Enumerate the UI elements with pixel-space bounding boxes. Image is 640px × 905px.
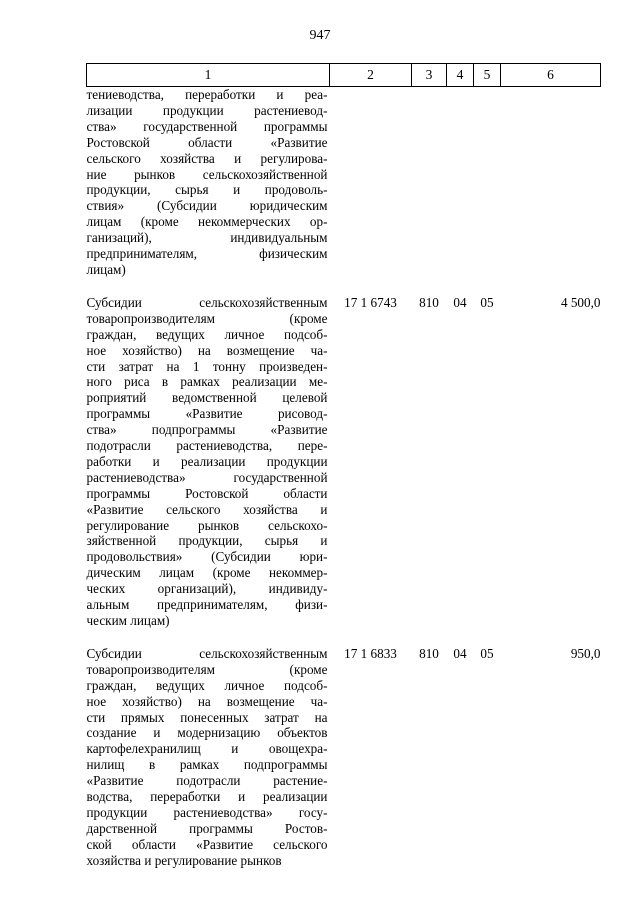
description-line: продукции, сырья и продоволь- [86, 182, 328, 198]
description-line: лизации продукции растениевод- [86, 102, 328, 118]
row-section: 04 [453, 645, 467, 661]
description-line: подотрасли растениеводства, пере- [86, 438, 328, 454]
description-line: Субсидии сельскохозяйственным [86, 645, 328, 661]
row-amount [501, 87, 601, 278]
description-line: ное хозяйство) на возмещение ча- [86, 342, 328, 358]
description-line: ганизаций), индивидуальным [86, 230, 328, 246]
description-line: создание и модернизацию объектов [86, 725, 328, 741]
row-description [87, 278, 330, 629]
description-line: водства, переработки и реализации [86, 789, 328, 805]
description-line: нилищ в рамках подпрограммы [86, 757, 328, 773]
header-col-6: 6 [501, 64, 601, 87]
description-line: товаропроизводителям (кроме [86, 661, 328, 677]
description-line: ного риса в рамках реализации ме- [86, 374, 328, 390]
row-section [447, 87, 474, 278]
header-col-1: 1 [87, 64, 330, 87]
row-description [87, 629, 330, 869]
row-subsection: 05 [480, 645, 494, 661]
description-line: роприятий ведомственной целевой [86, 390, 328, 406]
row-target-code [330, 87, 412, 278]
description-line: товаропроизводителям (кроме [86, 310, 328, 326]
description-line: сельского хозяйства и регулирова- [86, 150, 328, 166]
description-line: работки и реализации продукции [86, 453, 328, 469]
description-line: лицам) [86, 261, 126, 277]
description-line: ства» подпрограммы «Развитие [86, 422, 328, 438]
description-line: программы Ростовской области [86, 485, 328, 501]
table-row [87, 87, 601, 278]
description-line: растениеводства» государственной [86, 469, 328, 485]
table-row [87, 278, 601, 629]
description-line: «Развитие сельского хозяйства и [86, 501, 328, 517]
description-line: сти прямых понесенных затрат на [86, 709, 328, 725]
row-expense-type: 810 [419, 294, 439, 310]
description-line: ное хозяйство) на возмещение ча- [86, 693, 328, 709]
row-expense-type: 810 [419, 645, 439, 661]
row-expense-type [412, 87, 447, 278]
header-col-4: 4 [447, 64, 474, 87]
header-col-3: 3 [412, 64, 447, 87]
description-line: сти затрат на 1 тонну произведен- [86, 358, 328, 374]
description-line: ствия» (Субсидии юридическим [86, 198, 328, 214]
description-line: ние рынков сельскохозяйственной [86, 166, 328, 182]
description-line: продовольствия» (Субсидии юри- [86, 549, 328, 565]
description-line: ства» государственной программы [86, 118, 328, 134]
description-line: граждан, ведущих личное подсоб- [86, 326, 328, 342]
table-header-row [87, 64, 601, 87]
description-line: картофелехранилищ и овощехра- [86, 741, 328, 757]
description-line: тениеводства, переработки и реа- [86, 87, 328, 102]
description-line: Субсидии сельскохозяйственным [86, 294, 328, 310]
description-line: Ростовской области «Развитие [86, 134, 328, 150]
description-line: альным предпринимателям, физи- [86, 597, 328, 613]
page-number: 947 [309, 28, 331, 43]
row-amount: 950,0 [570, 645, 601, 661]
row-subsection [474, 87, 501, 278]
description-line: предпринимателям, физическим [86, 246, 328, 262]
description-line: граждан, ведущих личное подсоб- [86, 677, 328, 693]
description-line: дарственной программы Ростов- [86, 820, 328, 836]
row-section: 04 [453, 294, 467, 310]
description-line: зяйственной продукции, сырья и [86, 533, 328, 549]
header-col-5: 5 [474, 64, 501, 87]
row-target-code: 17 1 6833 [344, 645, 397, 661]
description-line: «Развитие подотрасли растение- [86, 773, 328, 789]
description-line: продукции растениеводства» госу- [86, 804, 328, 820]
row-amount: 4 500,0 [560, 294, 601, 310]
description-line: программы «Развитие рисовод- [86, 406, 328, 422]
description-line: лицам (кроме некоммерческих ор- [86, 214, 328, 230]
budget-table [86, 63, 601, 869]
description-line: ческим лицам) [86, 613, 170, 628]
header-col-2: 2 [330, 64, 412, 87]
description-line: ческих организаций), индивиду- [86, 581, 328, 597]
row-subsection: 05 [480, 294, 494, 310]
row-description [87, 87, 330, 278]
description-line: ской области «Развитие сельского [86, 836, 328, 852]
description-line: дическим лицам (кроме некоммер- [86, 565, 328, 581]
description-line: хозяйства и регулирование рынков [86, 852, 282, 868]
description-line: регулирование рынков сельскохо- [86, 517, 328, 533]
row-target-code: 17 1 6743 [344, 294, 397, 310]
table-row [87, 629, 601, 869]
